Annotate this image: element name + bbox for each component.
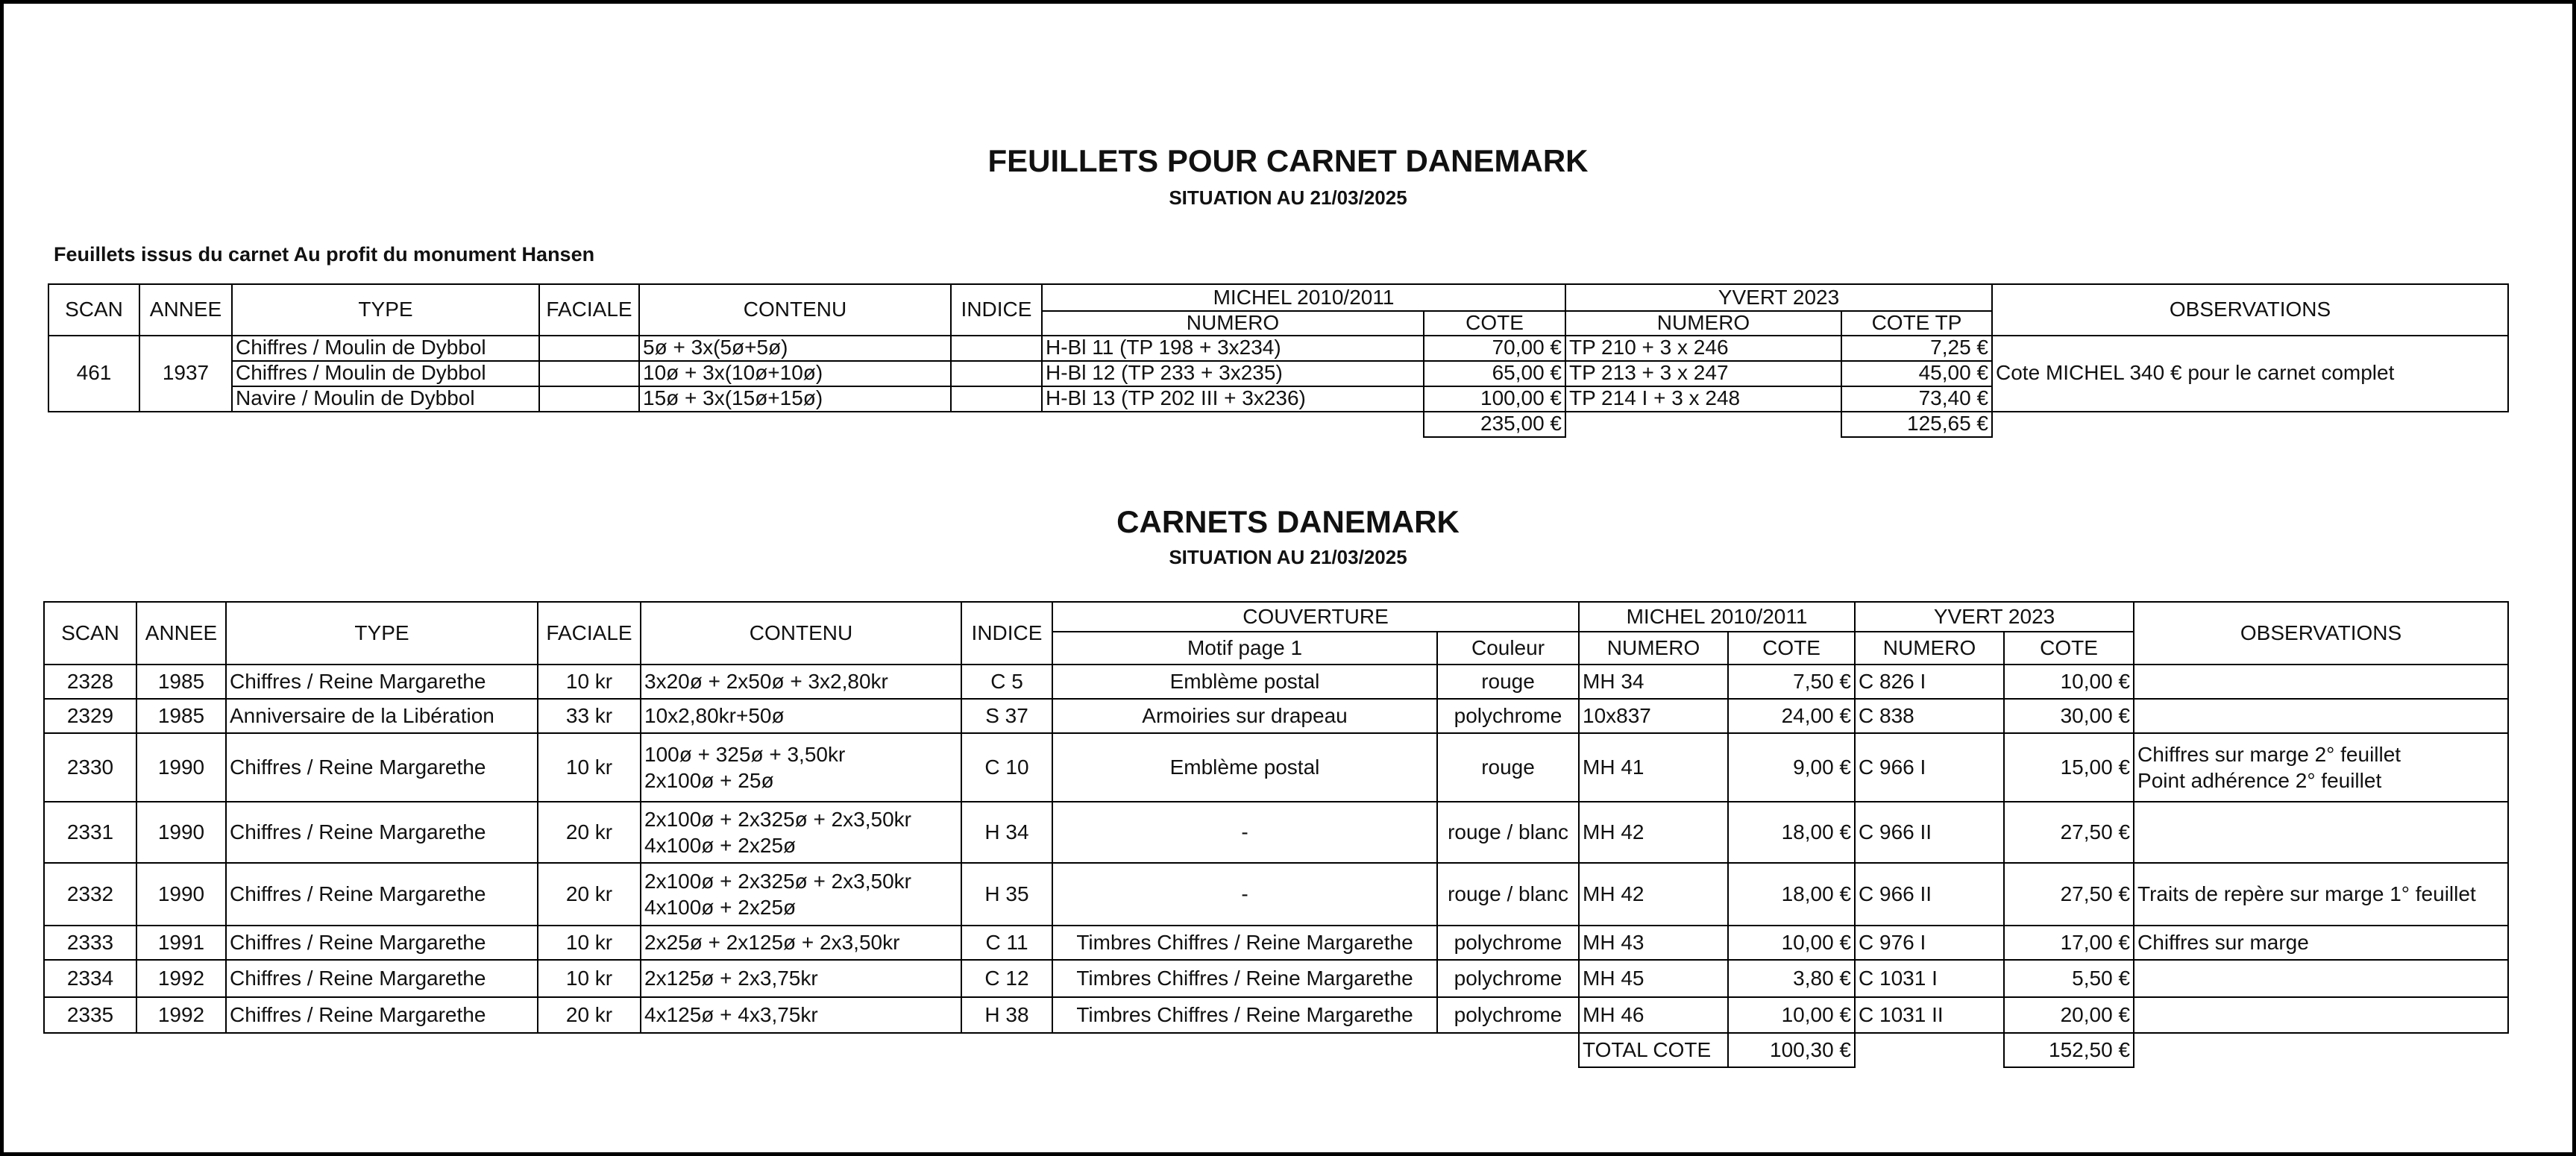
couleur-cell: polychrome	[1437, 926, 1579, 960]
yvert-numero-cell: C 838	[1855, 699, 2004, 733]
th-michel-numero: NUMERO	[1042, 311, 1424, 336]
michel-numero-cell: MH 41	[1579, 733, 1728, 802]
th-michel: MICHEL 2010/2011	[1579, 602, 1855, 632]
total-yvert-cell: 125,65 €	[1841, 412, 1992, 437]
observation-cell	[2134, 997, 2508, 1033]
couleur-cell: rouge / blanc	[1437, 802, 1579, 863]
observation-cell	[2134, 863, 2508, 926]
th-scan: SCAN	[44, 602, 136, 665]
indice-cell: C 5	[961, 665, 1052, 699]
michel-numero-cell: H-Bl 12 (TP 233 + 3x235)	[1042, 361, 1424, 386]
totals-row	[44, 1033, 2508, 1067]
situation-date-1: SITUATION AU 21/03/2025	[1169, 186, 1407, 209]
motif-cell: Armoiries sur drapeau	[1052, 699, 1437, 733]
faciale-cell: 10 kr	[538, 733, 641, 802]
annee-cell: 1985	[136, 699, 226, 733]
th-couleur: Couleur	[1437, 632, 1579, 665]
th-motif: Motif page 1	[1052, 632, 1437, 665]
motif-cell: Timbres Chiffres / Reine Margarethe	[1052, 997, 1437, 1033]
th-yvert-numero: NUMERO	[1565, 311, 1841, 336]
table-row	[44, 960, 2508, 997]
type-cell: Anniversaire de la Libération	[226, 699, 538, 733]
scan-cell: 2334	[44, 960, 136, 997]
yvert-cote-cell: 27,50 €	[2004, 802, 2134, 863]
michel-cote-cell: 18,00 €	[1728, 802, 1855, 863]
section-subtitle: Feuillets issus du carnet Au profit du monument Hansen	[54, 243, 595, 266]
michel-numero-cell: 10x837	[1579, 699, 1728, 733]
observation-cell	[2134, 699, 2508, 733]
feuillets-table	[48, 283, 2509, 438]
th-faciale: FACIALE	[538, 602, 641, 665]
contenu-cell	[641, 863, 961, 926]
michel-cote-cell: 65,00 €	[1424, 361, 1565, 386]
yvert-cote-cell: 10,00 €	[2004, 665, 2134, 699]
annee-cell: 1991	[136, 926, 226, 960]
yvert-cote-cell: 17,00 €	[2004, 926, 2134, 960]
th-observations: OBSERVATIONS	[1992, 284, 2508, 336]
table-row	[44, 665, 2508, 699]
annee-cell: 1990	[136, 733, 226, 802]
michel-cote-cell: 24,00 €	[1728, 699, 1855, 733]
contenu-cell	[641, 733, 961, 802]
situation-date-2: SITUATION AU 21/03/2025	[1169, 546, 1407, 568]
yvert-cote-cell: 45,00 €	[1841, 361, 1992, 386]
type-cell: Chiffres / Reine Margarethe	[226, 926, 538, 960]
yvert-cote-cell: 15,00 €	[2004, 733, 2134, 802]
yvert-numero-cell: TP 214 I + 3 x 248	[1565, 386, 1841, 412]
th-observations: OBSERVATIONS	[2134, 602, 2508, 665]
th-yvert-numero: NUMERO	[1855, 632, 2004, 665]
scan-cell: 461	[48, 336, 139, 412]
th-indice: INDICE	[961, 602, 1052, 665]
total-michel-cell: 100,30 €	[1728, 1033, 1855, 1067]
yvert-numero-cell: C 966 II	[1855, 802, 2004, 863]
th-type: TYPE	[226, 602, 538, 665]
contenu-line-1: 3x20ø + 2x50ø + 3x2,80kr	[644, 669, 888, 693]
contenu-line-1: 2x100ø + 2x325ø + 2x3,50kr	[644, 870, 911, 893]
faciale-cell: 33 kr	[538, 699, 641, 733]
contenu-line-1: 100ø + 325ø + 3,50kr	[644, 743, 846, 766]
scan-cell: 2330	[44, 733, 136, 802]
contenu-cell: 5ø + 3x(5ø+5ø)	[639, 336, 951, 361]
total-label-cell: TOTAL COTE	[1579, 1033, 1728, 1067]
table-row	[44, 863, 2508, 926]
couleur-cell: polychrome	[1437, 960, 1579, 997]
observation-cell: Cote MICHEL 340 € pour le carnet complet	[1992, 336, 2508, 412]
table-row	[44, 926, 2508, 960]
faciale-cell	[539, 386, 639, 412]
scan-cell: 2332	[44, 863, 136, 926]
th-type: TYPE	[232, 284, 539, 336]
michel-cote-cell: 18,00 €	[1728, 863, 1855, 926]
michel-numero-cell: MH 34	[1579, 665, 1728, 699]
table-row	[44, 997, 2508, 1033]
annee-cell: 1990	[136, 863, 226, 926]
yvert-cote-cell: 7,25 €	[1841, 336, 1992, 361]
observation-cell	[2134, 665, 2508, 699]
th-annee: ANNEE	[136, 602, 226, 665]
contenu-cell	[641, 926, 961, 960]
scan-cell: 2329	[44, 699, 136, 733]
table-row	[44, 733, 2508, 802]
indice-cell: S 37	[961, 699, 1052, 733]
table-row	[44, 699, 2508, 733]
motif-cell: Emblème postal	[1052, 733, 1437, 802]
table-row	[48, 336, 2508, 361]
observation-line-1: Traits de repère sur marge 1° feuillet	[2137, 882, 2476, 905]
total-yvert-cell: 152,50 €	[2004, 1033, 2134, 1067]
th-indice: INDICE	[951, 284, 1042, 336]
type-cell: Chiffres / Reine Margarethe	[226, 665, 538, 699]
couleur-cell: rouge	[1437, 665, 1579, 699]
contenu-cell: 15ø + 3x(15ø+15ø)	[639, 386, 951, 412]
indice-cell: C 10	[961, 733, 1052, 802]
faciale-cell: 20 kr	[538, 863, 641, 926]
observation-line-1: Chiffres sur marge 2° feuillet	[2137, 743, 2401, 766]
contenu-line-2: 4x100ø + 2x25ø	[644, 896, 797, 919]
contenu-cell	[641, 699, 961, 733]
observation-cell	[2134, 802, 2508, 863]
yvert-cote-cell: 73,40 €	[1841, 386, 1992, 412]
faciale-cell: 20 kr	[538, 802, 641, 863]
contenu-line-2: 4x100ø + 2x25ø	[644, 834, 797, 857]
contenu-cell: 10ø + 3x(10ø+10ø)	[639, 361, 951, 386]
couleur-cell: rouge	[1437, 733, 1579, 802]
observation-cell	[2134, 733, 2508, 802]
page-title-carnets: CARNETS DANEMARK	[1116, 504, 1460, 539]
couleur-cell: polychrome	[1437, 699, 1579, 733]
michel-numero-cell: MH 43	[1579, 926, 1728, 960]
scan-cell: 2331	[44, 802, 136, 863]
th-contenu: CONTENU	[641, 602, 961, 665]
contenu-cell	[641, 997, 961, 1033]
th-yvert: YVERT 2023	[1855, 602, 2134, 632]
annee-cell: 1990	[136, 802, 226, 863]
indice-cell	[951, 386, 1042, 412]
scan-cell: 2333	[44, 926, 136, 960]
th-michel: MICHEL 2010/2011	[1042, 284, 1565, 311]
michel-numero-cell: H-Bl 11 (TP 198 + 3x234)	[1042, 336, 1424, 361]
scan-cell: 2328	[44, 665, 136, 699]
type-cell: Chiffres / Reine Margarethe	[226, 863, 538, 926]
page-title-feuillets: FEUILLETS POUR CARNET DANEMARK	[987, 143, 1589, 178]
yvert-numero-cell: C 976 I	[1855, 926, 2004, 960]
contenu-line-1: 2x100ø + 2x325ø + 2x3,50kr	[644, 808, 911, 831]
contenu-cell	[641, 802, 961, 863]
annee-cell: 1992	[136, 960, 226, 997]
faciale-cell: 10 kr	[538, 665, 641, 699]
contenu-line-1: 2x25ø + 2x125ø + 2x3,50kr	[644, 930, 900, 954]
michel-cote-cell: 10,00 €	[1728, 997, 1855, 1033]
th-scan: SCAN	[48, 284, 139, 336]
indice-cell	[951, 336, 1042, 361]
yvert-numero-cell: C 966 I	[1855, 733, 2004, 802]
type-cell: Chiffres / Reine Margarethe	[226, 997, 538, 1033]
michel-cote-cell: 10,00 €	[1728, 926, 1855, 960]
th-yvert-cote-tp: COTE TP	[1841, 311, 1992, 336]
michel-cote-cell: 7,50 €	[1728, 665, 1855, 699]
th-contenu: CONTENU	[639, 284, 951, 336]
table-row	[44, 802, 2508, 863]
th-couverture: COUVERTURE	[1052, 602, 1579, 632]
totals-row	[48, 412, 2508, 437]
yvert-numero-cell: C 1031 II	[1855, 997, 2004, 1033]
yvert-cote-cell: 30,00 €	[2004, 699, 2134, 733]
yvert-cote-cell: 27,50 €	[2004, 863, 2134, 926]
indice-cell	[951, 361, 1042, 386]
carnets-table	[43, 601, 2509, 1068]
faciale-cell: 20 kr	[538, 997, 641, 1033]
type-cell: Chiffres / Moulin de Dybbol	[232, 336, 539, 361]
observation-line-1: Chiffres sur marge	[2137, 930, 2309, 954]
yvert-numero-cell: C 826 I	[1855, 665, 2004, 699]
scan-cell: 2335	[44, 997, 136, 1033]
contenu-cell	[641, 960, 961, 997]
motif-cell: -	[1052, 863, 1437, 926]
michel-cote-cell: 100,00 €	[1424, 386, 1565, 412]
type-cell: Navire / Moulin de Dybbol	[232, 386, 539, 412]
yvert-numero-cell: C 1031 I	[1855, 960, 2004, 997]
th-michel-cote: COTE	[1728, 632, 1855, 665]
michel-cote-cell: 3,80 €	[1728, 960, 1855, 997]
observation-line-2: Point adhérence 2° feuillet	[2137, 769, 2382, 792]
couleur-cell: polychrome	[1437, 997, 1579, 1033]
couleur-cell: rouge / blanc	[1437, 863, 1579, 926]
motif-cell: Timbres Chiffres / Reine Margarethe	[1052, 926, 1437, 960]
annee-cell: 1992	[136, 997, 226, 1033]
faciale-cell: 10 kr	[538, 960, 641, 997]
faciale-cell: 10 kr	[538, 926, 641, 960]
yvert-numero-cell: TP 213 + 3 x 247	[1565, 361, 1841, 386]
yvert-cote-cell: 20,00 €	[2004, 997, 2134, 1033]
contenu-line-1: 10x2,80kr+50ø	[644, 703, 785, 727]
motif-cell: Timbres Chiffres / Reine Margarethe	[1052, 960, 1437, 997]
type-cell: Chiffres / Reine Margarethe	[226, 960, 538, 997]
motif-cell: -	[1052, 802, 1437, 863]
indice-cell: C 11	[961, 926, 1052, 960]
type-cell: Chiffres / Reine Margarethe	[226, 733, 538, 802]
yvert-numero-cell: C 966 II	[1855, 863, 2004, 926]
th-michel-numero: NUMERO	[1579, 632, 1728, 665]
indice-cell: C 12	[961, 960, 1052, 997]
total-michel-cell: 235,00 €	[1424, 412, 1565, 437]
michel-numero-cell: MH 46	[1579, 997, 1728, 1033]
annee-cell: 1985	[136, 665, 226, 699]
observation-cell	[2134, 960, 2508, 997]
contenu-cell	[641, 665, 961, 699]
michel-cote-cell: 70,00 €	[1424, 336, 1565, 361]
indice-cell: H 34	[961, 802, 1052, 863]
michel-cote-cell: 9,00 €	[1728, 733, 1855, 802]
faciale-cell	[539, 336, 639, 361]
motif-cell: Emblème postal	[1052, 665, 1437, 699]
faciale-cell	[539, 361, 639, 386]
th-yvert: YVERT 2023	[1565, 284, 1992, 311]
michel-numero-cell: H-Bl 13 (TP 202 III + 3x236)	[1042, 386, 1424, 412]
th-faciale: FACIALE	[539, 284, 639, 336]
observation-cell	[2134, 926, 2508, 960]
yvert-numero-cell: TP 210 + 3 x 246	[1565, 336, 1841, 361]
yvert-cote-cell: 5,50 €	[2004, 960, 2134, 997]
type-cell: Chiffres / Moulin de Dybbol	[232, 361, 539, 386]
michel-numero-cell: MH 42	[1579, 802, 1728, 863]
michel-numero-cell: MH 42	[1579, 863, 1728, 926]
type-cell: Chiffres / Reine Margarethe	[226, 802, 538, 863]
michel-numero-cell: MH 45	[1579, 960, 1728, 997]
indice-cell: H 38	[961, 997, 1052, 1033]
annee-cell: 1937	[139, 336, 232, 412]
contenu-line-2: 2x100ø + 25ø	[644, 769, 774, 792]
th-annee: ANNEE	[139, 284, 232, 336]
contenu-line-1: 2x125ø + 2x3,75kr	[644, 966, 818, 990]
th-yvert-cote: COTE	[2004, 632, 2134, 665]
indice-cell: H 35	[961, 863, 1052, 926]
th-michel-cote: COTE	[1424, 311, 1565, 336]
contenu-line-1: 4x125ø + 4x3,75kr	[644, 1002, 818, 1026]
